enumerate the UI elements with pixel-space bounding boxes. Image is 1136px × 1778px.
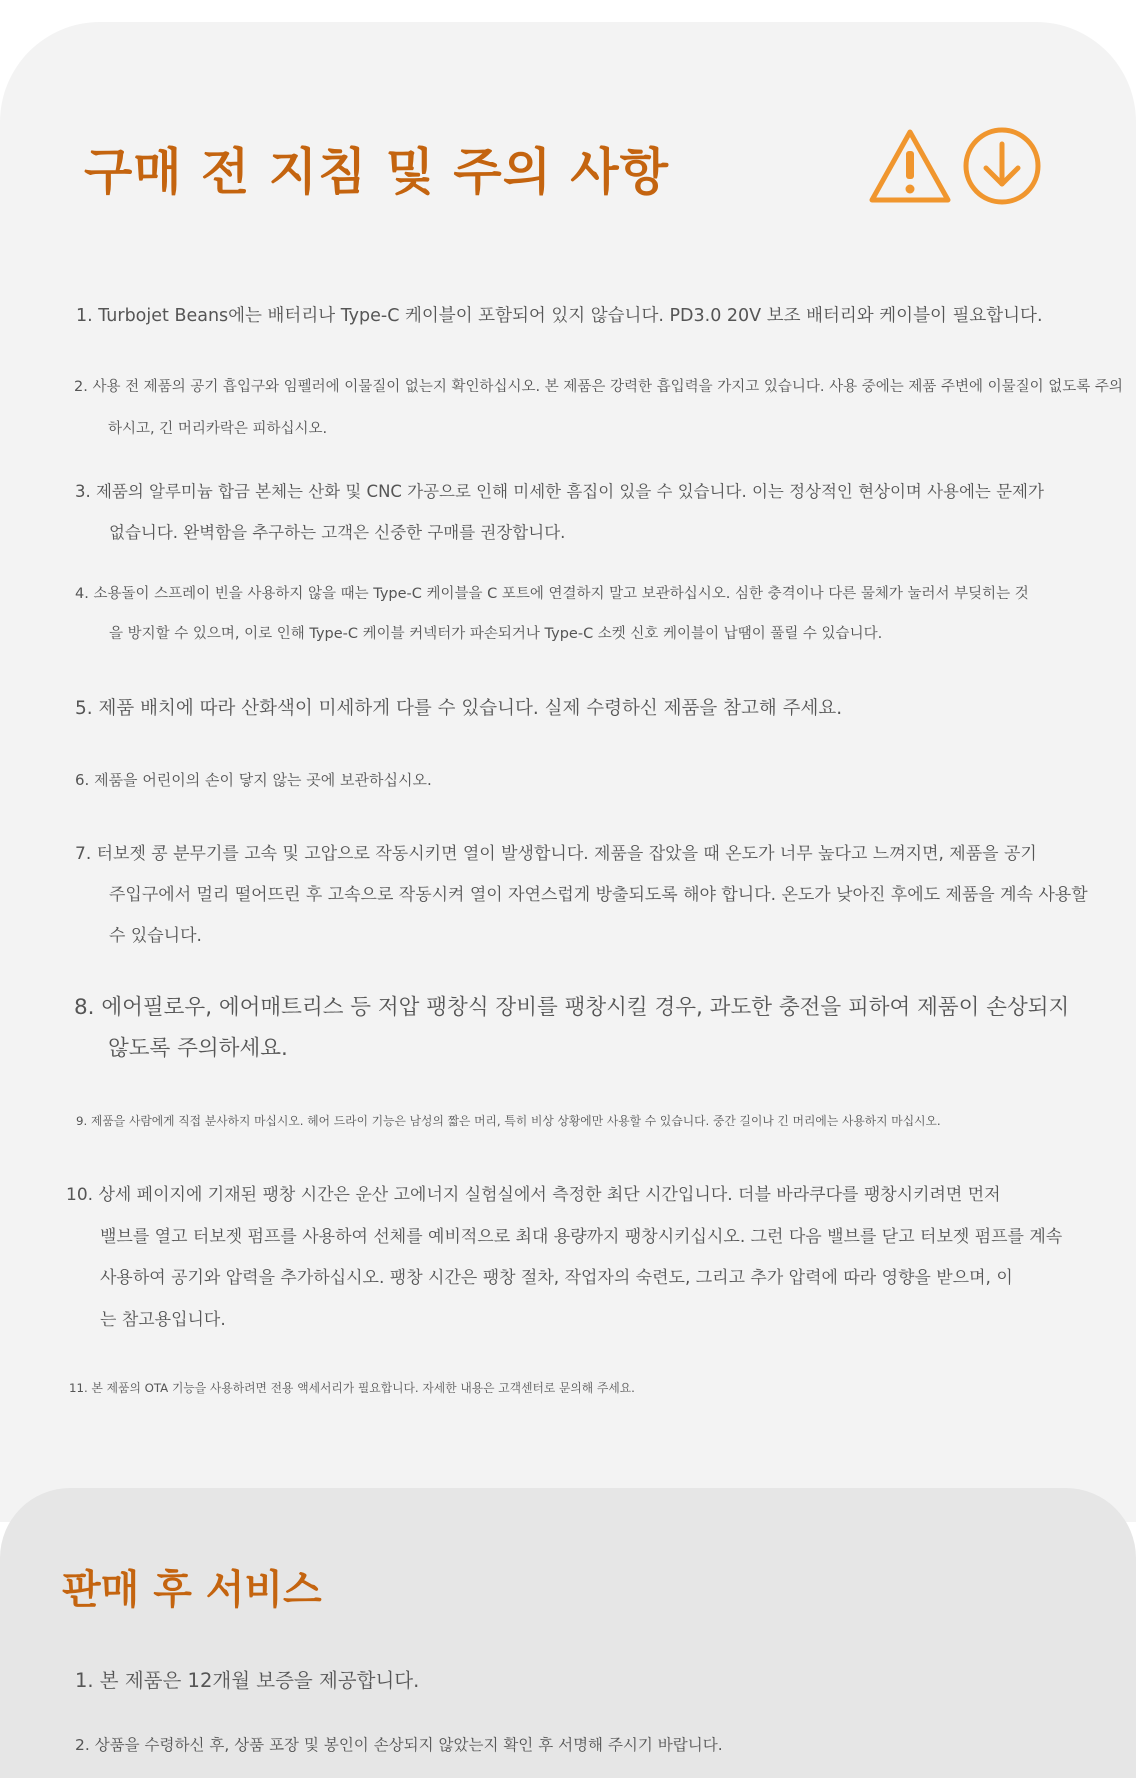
guideline-line: 하시고, 긴 머리카락은 피하십시오. — [108, 421, 328, 437]
after-sales-line: 2. 상품을 수령하신 후, 상품 포장 및 봉인이 손상되지 않았는지 확인 후 서명해 주시기 바랍니다. — [75, 1736, 723, 1754]
guideline-item-10 — [66, 1180, 1062, 1346]
after-sales-item-1 — [75, 1665, 419, 1693]
guideline-line: 않도록 주의하세요. — [108, 1036, 288, 1061]
guideline-item-1 — [76, 302, 1043, 327]
guideline-item-8 — [74, 990, 1069, 1072]
guideline-line: 3. 제품의 알루미늄 합금 본체는 산화 및 CNC 가공으로 인해 미세한 흠집이 있을 수 있습니다. 이는 정상적인 현상이며 사용에는 문제가 — [75, 482, 1044, 501]
guideline-item-7 — [75, 839, 1088, 962]
guideline-line: 5. 제품 배치에 따라 산화색이 미세하게 다를 수 있습니다. 실제 수령하신 제품을 참고해 주세요. — [75, 698, 843, 719]
guideline-line: 6. 제품을 어린이의 손이 닿지 않는 곳에 보관하십시오. — [75, 771, 432, 789]
guideline-item-6 — [75, 769, 432, 790]
guideline-line: 4. 소용돌이 스프레이 빈을 사용하지 않을 때는 Type-C 케이블을 C 포트에 연결하지 말고 보관하십시오. 심한 충격이나 다른 물체가 눌러서 부딪히는 것 — [75, 586, 1029, 602]
guideline-item-5 — [75, 694, 842, 720]
guideline-line: 없습니다. 완벽함을 추구하는 고객은 신중한 구매를 권장합니다. — [109, 523, 566, 542]
after-sales-line: 1. 본 제품은 12개월 보증을 제공합니다. — [75, 1669, 420, 1692]
guideline-item-3 — [75, 478, 1044, 560]
warning-triangle-icon — [868, 127, 952, 205]
guideline-line: 2. 사용 전 제품의 공기 흡입구와 임펠러에 이물질이 없는지 확인하십시오. 본 제품은 강력한 흡입력을 가지고 있습니다. 사용 중에는 제품 주변에 이물질이 없도록 주의 — [74, 379, 1123, 395]
guideline-item-11 — [69, 1379, 635, 1396]
download-arrow-icon — [962, 126, 1042, 206]
guideline-line: 8. 에어필로우, 에어매트리스 등 저압 팽창식 장비를 팽창시킬 경우, 과도한 충전을 피하여 제품이 손상되지 — [74, 995, 1070, 1020]
guideline-line: 을 방지할 수 있으며, 이로 인해 Type-C 케이블 커넥터가 파손되거나 Type-C 소켓 신호 케이블이 납땜이 풀릴 수 있습니다. — [109, 626, 883, 642]
after-sales-item-2 — [75, 1733, 723, 1755]
guideline-line: 1. Turbojet Beans에는 배터리나 Type-C 케이블이 포함되어 있지 않습니다. PD3.0 20V 보조 배터리와 케이블이 필요합니다. — [76, 306, 1043, 326]
guideline-item-4 — [75, 582, 1029, 662]
guideline-line: 9. 제품을 사람에게 직접 분사하지 마십시오. 헤어 드라이 기능은 남성의 짧은 머리, 특히 비상 상황에만 사용할 수 있습니다. 중간 길이나 긴 머리에는 사용하지 마십시오. — [76, 1114, 941, 1128]
after-sales-title: 판매 후 서비스 — [62, 1567, 322, 1613]
guideline-item-2 — [74, 375, 1123, 459]
guideline-line: 7. 터보젯 콩 분무기를 고속 및 고압으로 작동시키면 열이 발생합니다. 제품을 잡았을 때 온도가 너무 높다고 느껴지면, 제품을 공기 — [75, 844, 1037, 864]
guideline-line: 는 참고용입니다. — [100, 1309, 226, 1330]
guideline-line: 10. 상세 페이지에 기재된 팽창 시간은 운산 고에너지 실험실에서 측정한 최단 시간입니다. 더블 바라쿠다를 팽창시키려면 먼저 — [66, 1185, 1001, 1205]
guideline-line: 밸브를 열고 터보젯 펌프를 사용하여 선체를 예비적으로 최대 용량까지 팽창시키십시오. 그런 다음 밸브를 닫고 터보젯 펌프를 계속 — [100, 1226, 1063, 1247]
guideline-line: 11. 본 제품의 OTA 기능을 사용하려면 전용 액세서리가 필요합니다. 자세한 내용은 고객센터로 문의해 주세요. — [69, 1381, 635, 1395]
guideline-item-9 — [76, 1112, 941, 1129]
guideline-line: 주입구에서 멀리 떨어뜨린 후 고속으로 작동시켜 열이 자연스럽게 방출되도록 해야 합니다. 온도가 낮아진 후에도 제품을 계속 사용할 — [109, 885, 1088, 905]
guideline-line: 수 있습니다. — [109, 926, 202, 946]
guideline-line: 사용하여 공기와 압력을 추가하십시오. 팽창 시간은 팽창 절차, 작업자의 숙련도, 그리고 추가 압력에 따라 영향을 받으며, 이 — [100, 1268, 1013, 1288]
guidelines-title: 구매 전 지침 및 주의 사항 — [84, 143, 670, 201]
